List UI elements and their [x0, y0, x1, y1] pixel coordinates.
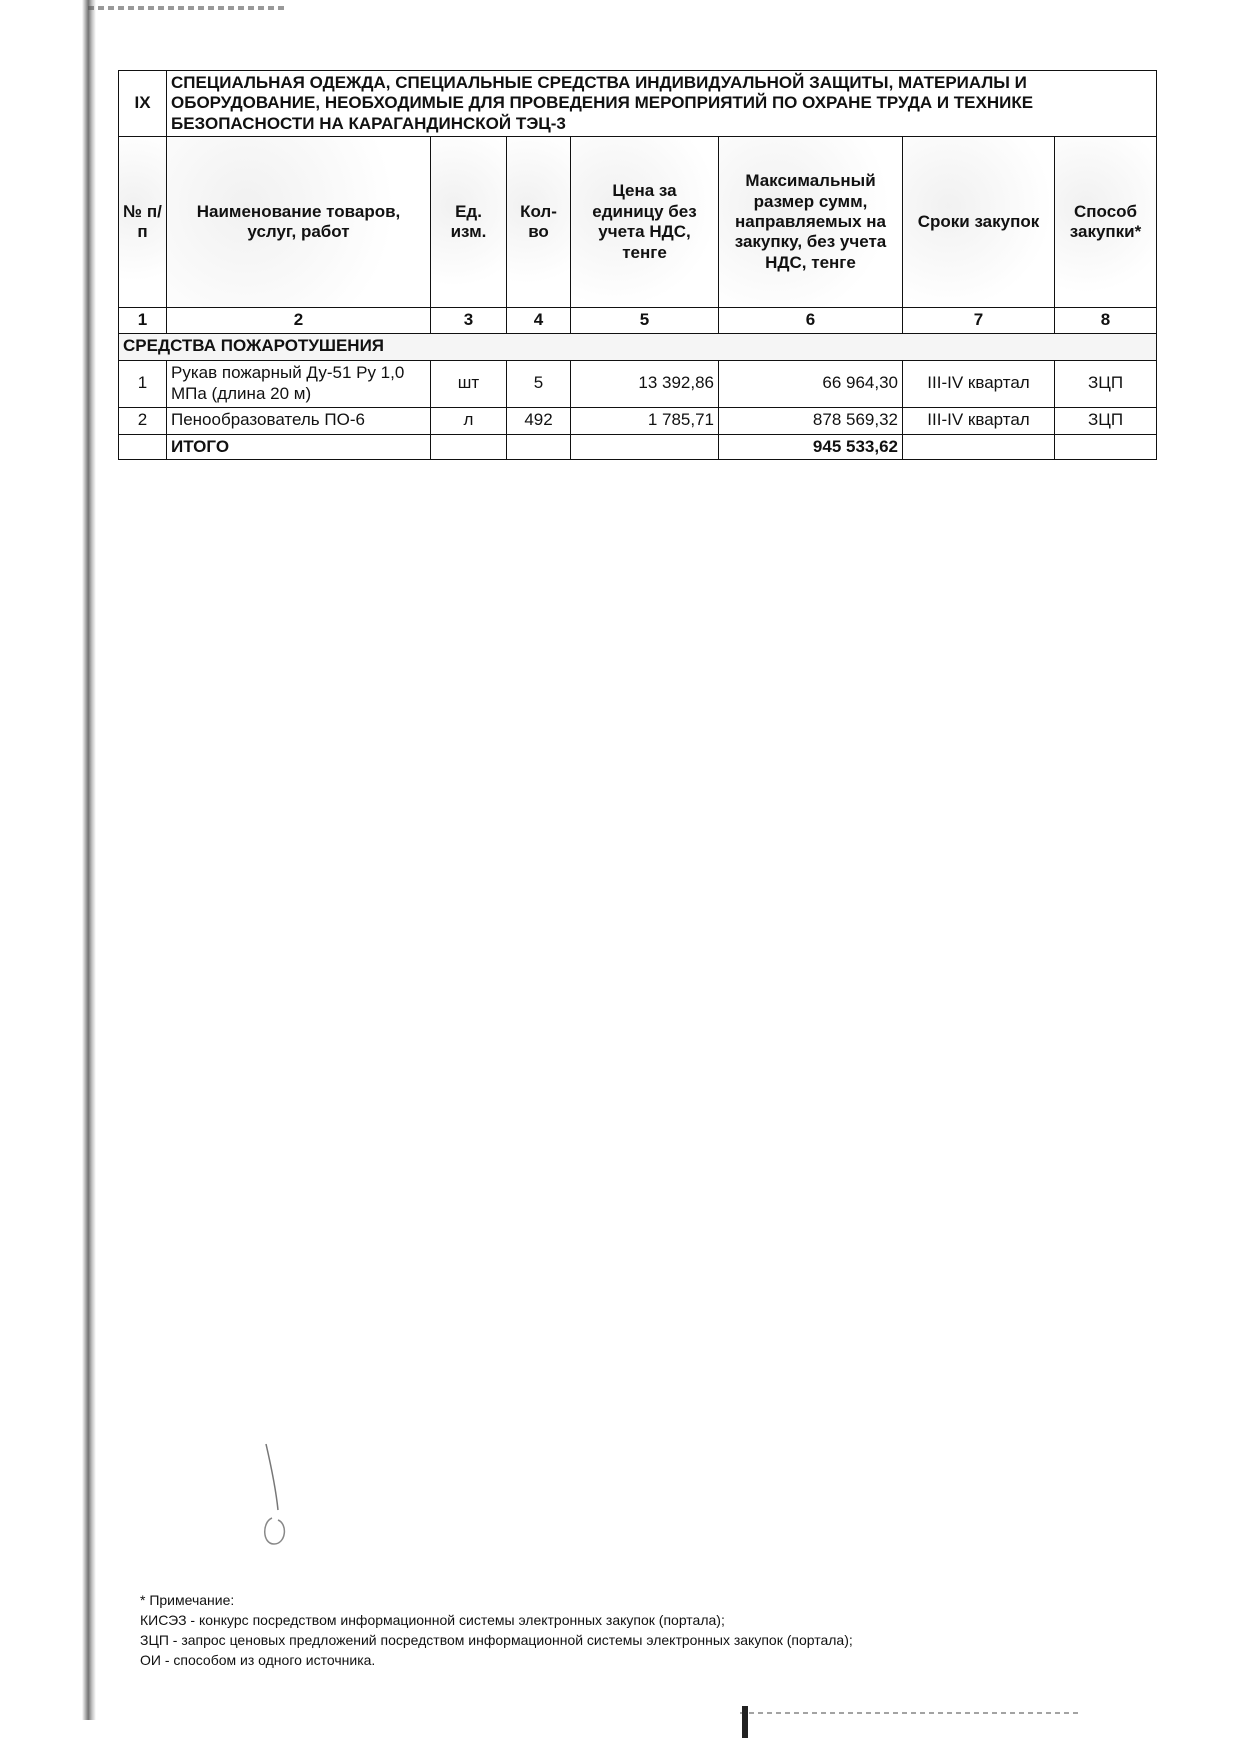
footnote-line: ЗЦП - запрос ценовых предложений посредством информационной системы электронных закупок (портала); — [140, 1632, 853, 1648]
column-number: 5 — [571, 308, 719, 333]
header-method: Способ закупки* — [1055, 137, 1157, 308]
column-number: 1 — [119, 308, 167, 333]
total-empty — [507, 434, 571, 459]
row-method: ЗЦП — [1055, 360, 1157, 407]
total-empty — [1055, 434, 1157, 459]
header-term: Сроки закупок — [903, 137, 1055, 308]
column-number: 2 — [167, 308, 431, 333]
table-row — [119, 407, 1157, 434]
total-empty — [571, 434, 719, 459]
total-label: ИТОГО — [167, 434, 431, 459]
column-number: 3 — [431, 308, 507, 333]
footnote-title: * Примечание: — [140, 1592, 235, 1608]
column-number: 8 — [1055, 308, 1157, 333]
header-qty: Кол-во — [507, 137, 571, 308]
total-empty — [431, 434, 507, 459]
row-term: III-IV квартал — [903, 407, 1055, 434]
group-title: СРЕДСТВА ПОЖАРОТУШЕНИЯ — [119, 333, 1157, 360]
row-term: III-IV квартал — [903, 360, 1055, 407]
total-empty — [119, 434, 167, 459]
row-qty: 492 — [507, 407, 571, 434]
total-row — [119, 434, 1157, 459]
column-number: 7 — [903, 308, 1055, 333]
column-number-row — [119, 308, 1157, 333]
header-row — [119, 137, 1157, 308]
row-name: Пенообразователь ПО-6 — [167, 407, 431, 434]
scan-mark-bottom — [742, 1706, 748, 1738]
header-name: Наименование товаров, услуг, работ — [167, 137, 431, 308]
header-unit: Ед. изм. — [431, 137, 507, 308]
header-price: Цена за единицу без учета НДС, тенге — [571, 137, 719, 308]
row-method: ЗЦП — [1055, 407, 1157, 434]
section-title: СПЕЦИАЛЬНАЯ ОДЕЖДА, СПЕЦИАЛЬНЫЕ СРЕДСТВА ИНДИВИДУАЛЬНОЙ ЗАЩИТЫ, МАТЕРИАЛЫ И ОБОРУДОВАНИЕ, НЕОБХОДИМЫЕ ДЛЯ ПРОВЕДЕНИЯ МЕРОПРИЯТИЙ ПО ОХРАНЕ ТРУДА И ТЕХНИКЕ БЕЗОПАСНОСТИ НА КАРАГАНДИНСКОЙ ТЭЦ-3 — [167, 71, 1157, 137]
section-row — [119, 71, 1157, 137]
section-number: IX — [119, 71, 167, 137]
footnote-line: ОИ - способом из одного источника. — [140, 1652, 376, 1668]
header-no: № п/п — [119, 137, 167, 308]
row-no: 1 — [119, 360, 167, 407]
total-sum: 945 533,62 — [719, 434, 903, 459]
header-sum: Максимальный размер сумм, направляемых на закупку, без учета НДС, тенге — [719, 137, 903, 308]
column-number: 6 — [719, 308, 903, 333]
row-price: 13 392,86 — [571, 360, 719, 407]
row-qty: 5 — [507, 360, 571, 407]
row-no: 2 — [119, 407, 167, 434]
scan-edge-left — [82, 0, 96, 1720]
row-unit: л — [431, 407, 507, 434]
scan-edge-bottom — [740, 1712, 1080, 1714]
scan-edge-top — [88, 6, 288, 10]
row-unit: шт — [431, 360, 507, 407]
handwritten-mark-icon — [258, 1440, 298, 1550]
footnote-line: КИСЭЗ - конкурс посредством информационной системы электронных закупок (портала); — [140, 1612, 725, 1628]
group-row — [119, 333, 1157, 360]
total-empty — [903, 434, 1055, 459]
column-number: 4 — [507, 308, 571, 333]
row-sum: 878 569,32 — [719, 407, 903, 434]
procurement-table — [118, 70, 1157, 460]
row-name: Рукав пожарный Ду-51 Ру 1,0 МПа (длина 20 м) — [167, 360, 431, 407]
table-row — [119, 360, 1157, 407]
row-price: 1 785,71 — [571, 407, 719, 434]
footnotes — [140, 1590, 853, 1670]
row-sum: 66 964,30 — [719, 360, 903, 407]
